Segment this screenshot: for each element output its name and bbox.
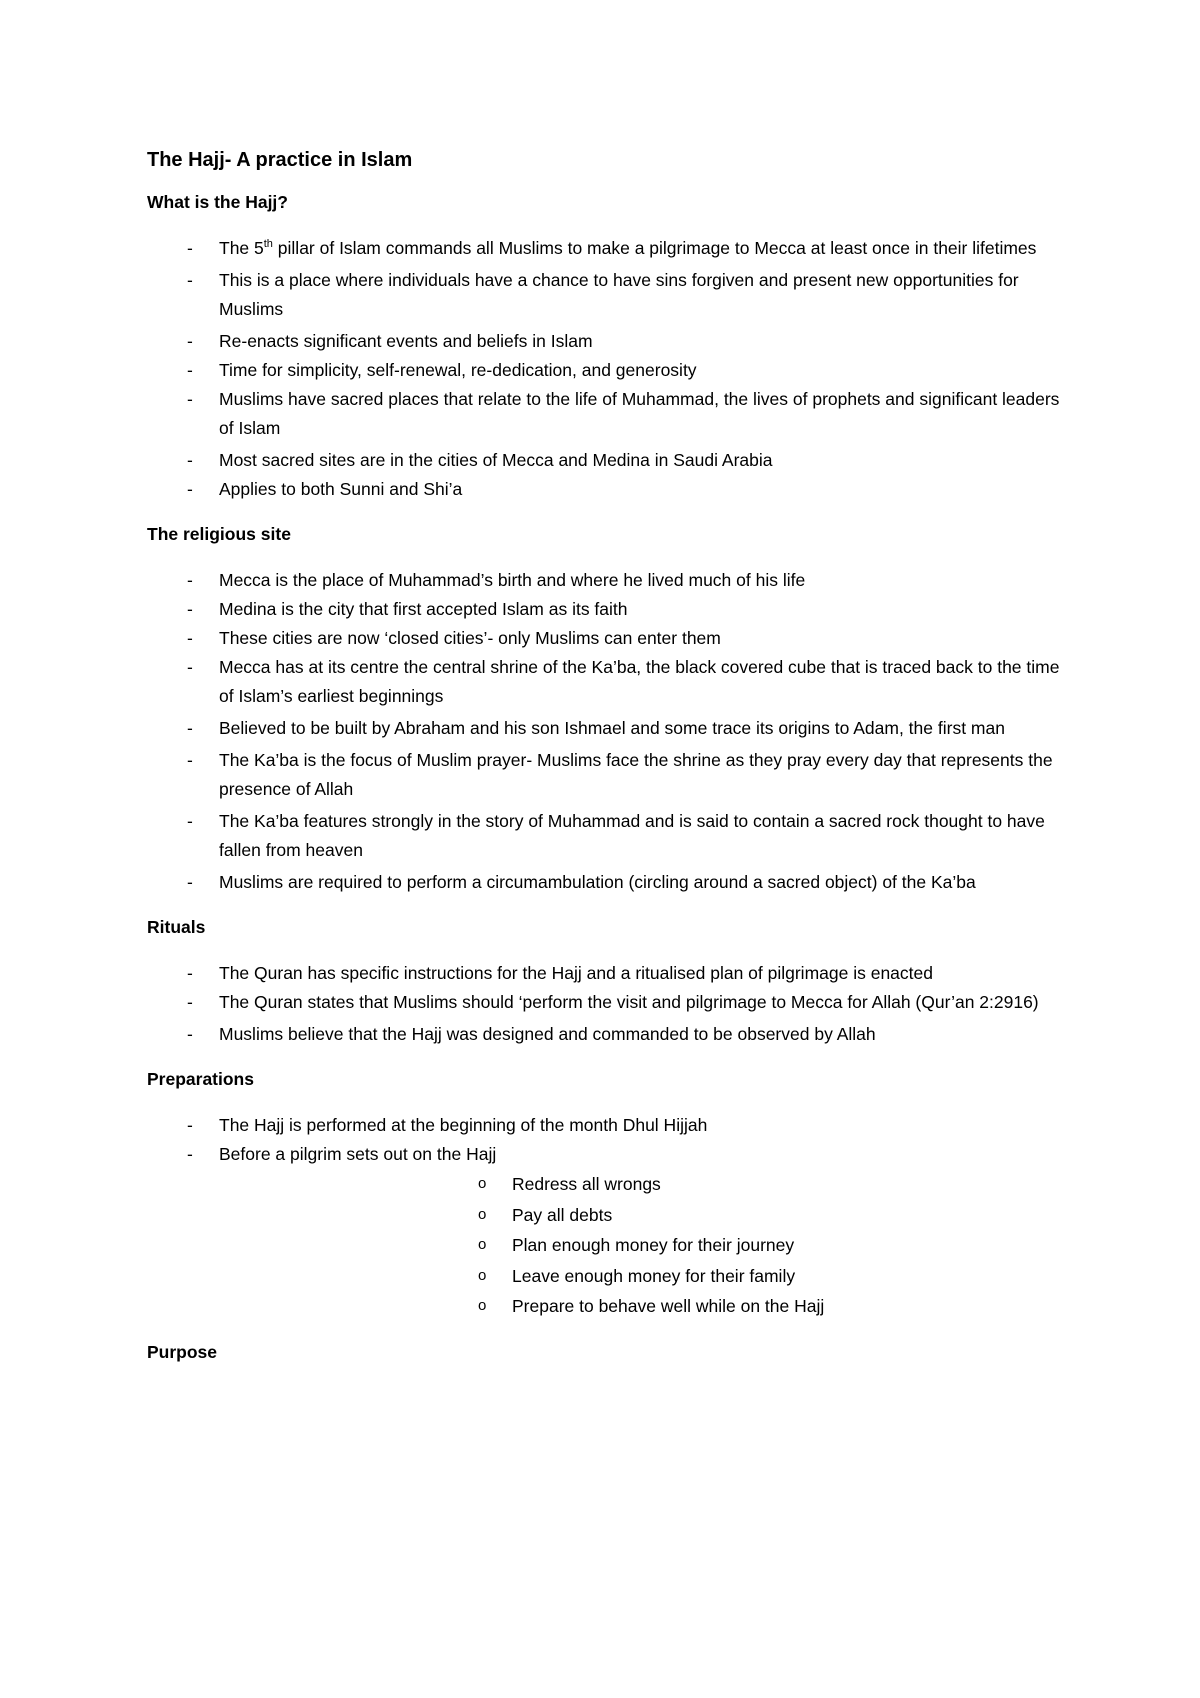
list-item-text: This is a place where individuals have a chance to have sins forgiven and present new opportunities for Muslims	[219, 270, 1019, 319]
dash-marker: -	[187, 238, 193, 258]
list-item	[147, 1140, 1067, 1169]
dash-marker: -	[187, 1115, 193, 1135]
sub-list-item-text: Redress all wrongs	[512, 1174, 661, 1194]
dash-marker: -	[187, 963, 193, 983]
circle-bullet-icon: o	[478, 1205, 487, 1223]
dash-marker: -	[187, 450, 193, 470]
list-item	[147, 566, 1067, 595]
section-heading-purpose: Purpose	[147, 1341, 218, 1362]
dash-marker: -	[187, 628, 193, 648]
dash-marker: -	[187, 872, 193, 892]
sub-list-item-text: Pay all debts	[512, 1204, 613, 1225]
sub-list-item	[147, 1291, 1067, 1322]
list-item-text: Believed to be built by Abraham and his son Ishmael and some trace its origins to Adam, the first man	[219, 718, 1005, 738]
dash-marker: -	[187, 331, 193, 351]
list-item	[147, 1111, 1067, 1140]
list-item	[147, 234, 1067, 263]
list-item	[147, 868, 1067, 897]
list-item-text: Time for simplicity, self-renewal, re-dedication, and generosity	[219, 360, 697, 380]
list-item	[147, 475, 1067, 504]
dash-marker: -	[187, 389, 193, 409]
dash-marker: -	[187, 479, 193, 499]
list-item-text: Most sacred sites are in the cities of Mecca and Medina in Saudi Arabia	[219, 450, 773, 470]
list-item	[147, 959, 1067, 988]
list-item	[147, 653, 1067, 711]
list-item-text: Before a pilgrim sets out on the Hajj	[219, 1144, 497, 1164]
dash-marker: -	[187, 1144, 193, 1164]
dash-marker: -	[187, 1024, 193, 1044]
list-item-text: The Quran has specific instructions for the Hajj and a ritualised plan of pilgrimage is enacted	[219, 963, 933, 983]
dash-marker: -	[187, 360, 193, 380]
list-item-text: The 5th pillar of Islam commands all Muslims to make a pilgrimage to Mecca at least once in their lifetimes	[219, 238, 1037, 258]
bullet-list-what-is-hajj	[147, 234, 1067, 504]
list-item-text: The Hajj is performed at the beginning of the month Dhul Hijjah	[219, 1115, 708, 1135]
list-item-text: Re-enacts significant events and beliefs in Islam	[219, 331, 593, 351]
document-content	[147, 146, 1067, 1384]
dash-marker: -	[187, 750, 193, 770]
dash-marker: -	[187, 599, 193, 619]
dash-marker: -	[187, 270, 193, 290]
sub-list-item	[147, 1230, 1067, 1261]
section-heading-rituals: Rituals	[147, 917, 206, 937]
list-item-text: The Ka’ba is the focus of Muslim prayer- Muslims face the shrine as they pray every day that represents the presence of Allah	[219, 750, 1053, 799]
list-item	[147, 385, 1067, 443]
sub-list-item-text: Plan enough money for their journey	[512, 1235, 795, 1255]
list-item	[147, 446, 1067, 475]
bullet-list-rituals	[147, 959, 1067, 1049]
dash-marker: -	[187, 657, 193, 677]
section-heading-preparations: Preparations	[147, 1069, 254, 1089]
list-item-text: Muslims are required to perform a circumambulation (circling around a sacred object) of the Ka’ba	[219, 872, 976, 892]
list-item-text: The Quran states that Muslims should ‘perform the visit and pilgrimage to Mecca for Allah (Qur’an 2:2916)	[219, 992, 1039, 1012]
list-item	[147, 266, 1067, 324]
list-item-text: Muslims believe that the Hajj was designed and commanded to be observed by Allah	[219, 1024, 876, 1044]
list-item-text: Medina is the city that first accepted Islam as its faith	[219, 599, 628, 619]
document-title: The Hajj- A practice in Islam	[147, 149, 413, 171]
list-item	[147, 714, 1067, 743]
list-item-text: Mecca has at its centre the central shrine of the Ka’ba, the black covered cube that is traced back to the time of Islam’s earliest beginnings	[219, 657, 1060, 706]
circle-bullet-icon: o	[478, 1266, 487, 1284]
sub-list-item	[147, 1200, 1067, 1231]
sub-list-item-text: Leave enough money for their family	[512, 1265, 796, 1286]
dash-marker: -	[187, 811, 193, 831]
list-item	[147, 1020, 1067, 1049]
list-item	[147, 746, 1067, 804]
bullet-list-preparations	[147, 1111, 1067, 1169]
circle-bullet-icon: o	[478, 1236, 487, 1253]
list-item	[147, 624, 1067, 653]
section-heading-what-is-hajj: What is the Hajj?	[147, 192, 288, 212]
dash-marker: -	[187, 992, 193, 1012]
list-item-text: Applies to both Sunni and Shi’a	[219, 479, 463, 499]
list-item-text: The Ka’ba features strongly in the story of Muhammad and is said to contain a sacred rock thought to have fallen from heaven	[219, 811, 1045, 860]
circle-bullet-icon: o	[478, 1297, 487, 1314]
circle-bullet-icon: o	[478, 1175, 487, 1192]
dash-marker: -	[187, 718, 193, 738]
list-item	[147, 988, 1067, 1017]
list-item	[147, 356, 1067, 385]
list-item-text: Mecca is the place of Muhammad’s birth and where he lived much of his life	[219, 570, 806, 590]
list-item-text: Muslims have sacred places that relate to the life of Muhammad, the lives of prophets and significant leaders of Islam	[219, 389, 1060, 438]
bullet-list-religious-site	[147, 566, 1067, 897]
list-item	[147, 595, 1067, 624]
sub-list-item	[147, 1261, 1067, 1292]
sub-list-item-text: Prepare to behave well while on the Hajj	[512, 1296, 825, 1316]
sub-list-item	[147, 1169, 1067, 1200]
list-item	[147, 807, 1067, 865]
list-item	[147, 327, 1067, 356]
dash-marker: -	[187, 570, 193, 590]
sub-list-preparations	[147, 1169, 1067, 1322]
section-heading-religious-site: The religious site	[147, 524, 291, 544]
list-item-text: These cities are now ‘closed cities’- only Muslims can enter them	[219, 628, 721, 648]
